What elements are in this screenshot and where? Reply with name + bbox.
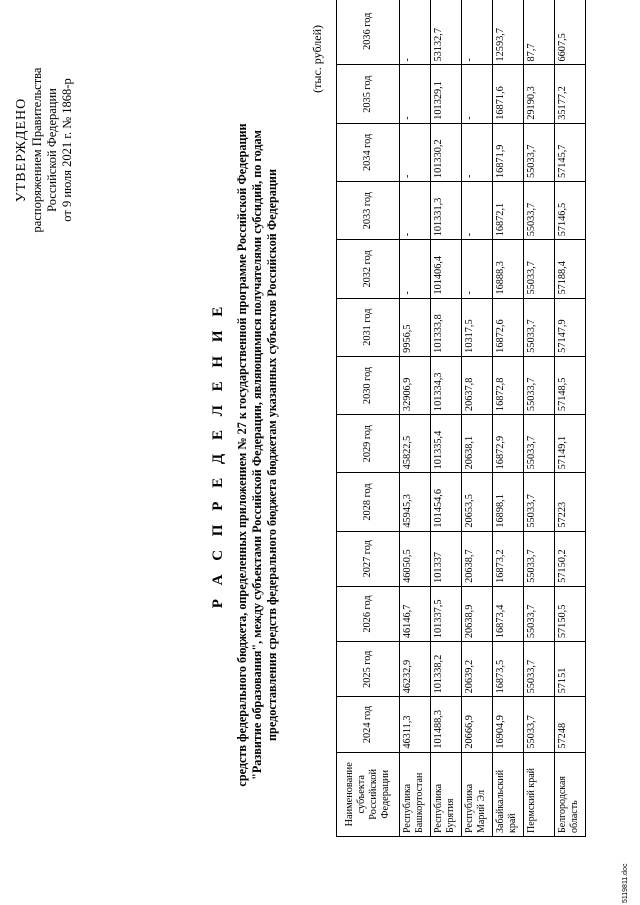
value-cell: 20653,5 <box>462 473 493 531</box>
value-cell: 101334,3 <box>431 356 462 414</box>
value-cell: 57145,7 <box>555 123 586 181</box>
table-row <box>431 0 462 837</box>
value-cell: 20666,9 <box>462 697 493 752</box>
value-cell: 57248 <box>555 697 586 752</box>
value-cell: 87,7 <box>524 0 555 65</box>
value-cell: 46146,7 <box>400 586 431 641</box>
value-cell: 20638,9 <box>462 586 493 641</box>
table-header-row <box>337 0 400 837</box>
value-cell: 20637,8 <box>462 356 493 414</box>
value-cell: 16871,6 <box>493 65 524 123</box>
header-subject: Наименование субъекта Российской Федерации <box>337 752 400 836</box>
value-cell: 55033,7 <box>524 473 555 531</box>
document-id: 5119811.doc <box>622 863 629 903</box>
header-year: 2034 год <box>337 123 400 181</box>
value-cell: 6607,5 <box>555 0 586 65</box>
value-cell: - <box>400 0 431 65</box>
value-cell: 101335,4 <box>431 415 462 473</box>
value-cell: 20638,7 <box>462 531 493 586</box>
value-cell: 101488,3 <box>431 697 462 752</box>
title-line-2: "Развитие образования", между субъектами Российской Федерации, являющимися получателями субсидий, по годам <box>250 130 264 780</box>
subject-name-cell: Пермский край <box>524 752 555 836</box>
header-year: 2033 год <box>337 182 400 240</box>
value-cell: 16872,9 <box>493 415 524 473</box>
value-cell: 57223 <box>555 473 586 531</box>
value-cell: 46311,3 <box>400 697 431 752</box>
value-cell: 12593,7 <box>493 0 524 65</box>
value-cell: 101333,8 <box>431 298 462 356</box>
value-cell: - <box>462 123 493 181</box>
value-cell: 45822,5 <box>400 415 431 473</box>
value-cell: 57151 <box>555 642 586 697</box>
value-cell: - <box>400 240 431 298</box>
subject-name-cell: Белгородская область <box>555 752 586 836</box>
value-cell: 53132,7 <box>431 0 462 65</box>
value-cell: 55033,7 <box>524 697 555 752</box>
title-main: Р А С П Р Е Д Е Л Е Н И Е <box>210 301 226 609</box>
table-row <box>555 0 586 837</box>
value-cell: 16898,1 <box>493 473 524 531</box>
value-cell: 57148,5 <box>555 356 586 414</box>
value-cell: 55033,7 <box>524 642 555 697</box>
value-cell: 57147,9 <box>555 298 586 356</box>
value-cell: 16873,2 <box>493 531 524 586</box>
value-cell: 101337 <box>431 531 462 586</box>
value-cell: - <box>462 182 493 240</box>
value-cell: 55033,7 <box>524 240 555 298</box>
value-cell: - <box>400 182 431 240</box>
value-cell: 45945,3 <box>400 473 431 531</box>
subject-name-cell: Забайкальский край <box>493 752 524 836</box>
value-cell: 46232,9 <box>400 642 431 697</box>
value-cell: 55033,7 <box>524 123 555 181</box>
approval-line-1: распоряжением Правительства <box>30 67 44 233</box>
header-year: 2025 год <box>337 642 400 697</box>
value-cell: 55033,7 <box>524 356 555 414</box>
header-year: 2036 год <box>337 0 400 65</box>
value-cell: 57150,2 <box>555 531 586 586</box>
distribution-table <box>336 0 586 837</box>
value-cell: - <box>462 65 493 123</box>
value-cell: 55033,7 <box>524 298 555 356</box>
value-cell: 101337,5 <box>431 586 462 641</box>
table-row <box>524 0 555 837</box>
value-cell: 55033,7 <box>524 586 555 641</box>
value-cell: 57150,5 <box>555 586 586 641</box>
value-cell: 9956,5 <box>400 298 431 356</box>
value-cell: 16872,1 <box>493 182 524 240</box>
approval-line-2: Российской Федерации <box>45 88 59 212</box>
header-year: 2030 год <box>337 356 400 414</box>
table-row <box>493 0 524 837</box>
subject-name-cell: Республика Башкортостан <box>400 752 431 836</box>
value-cell: 57188,4 <box>555 240 586 298</box>
header-year: 2029 год <box>337 415 400 473</box>
header-year: 2035 год <box>337 65 400 123</box>
value-cell: - <box>462 0 493 65</box>
value-cell: 20639,2 <box>462 642 493 697</box>
document-title <box>210 45 280 865</box>
value-cell: 101338,2 <box>431 642 462 697</box>
value-cell: 16873,4 <box>493 586 524 641</box>
units-label: (тыс. рублей) <box>310 25 324 93</box>
value-cell: - <box>400 65 431 123</box>
value-cell: 29190,3 <box>524 65 555 123</box>
value-cell: 57146,5 <box>555 182 586 240</box>
value-cell: 35177,2 <box>555 65 586 123</box>
value-cell: 20638,1 <box>462 415 493 473</box>
value-cell: 16871,9 <box>493 123 524 181</box>
header-year: 2026 год <box>337 586 400 641</box>
header-year: 2031 год <box>337 298 400 356</box>
value-cell: 16873,5 <box>493 642 524 697</box>
subject-name-cell: Республика Бурятия <box>431 752 462 836</box>
table-row <box>462 0 493 837</box>
header-year: 2028 год <box>337 473 400 531</box>
value-cell: 101406,4 <box>431 240 462 298</box>
approval-line-3: от 9 июля 2021 г. № 1868-р <box>60 78 74 222</box>
value-cell: 16872,6 <box>493 298 524 356</box>
value-cell: - <box>400 123 431 181</box>
header-year: 2024 год <box>337 697 400 752</box>
value-cell: 55033,7 <box>524 182 555 240</box>
value-cell: 55033,7 <box>524 415 555 473</box>
value-cell: 101454,6 <box>431 473 462 531</box>
title-line-1: средств федерального бюджета, определенных приложением № 27 к государственной программе Российской Федерации <box>235 123 249 787</box>
value-cell: 46050,5 <box>400 531 431 586</box>
table-row <box>400 0 431 837</box>
header-year: 2027 год <box>337 531 400 586</box>
approval-block <box>14 35 75 265</box>
value-cell: 16888,3 <box>493 240 524 298</box>
subject-name-cell: Республика Марий Эл <box>462 752 493 836</box>
value-cell: - <box>462 240 493 298</box>
value-cell: 101329,1 <box>431 65 462 123</box>
value-cell: 10317,5 <box>462 298 493 356</box>
value-cell: 57149,1 <box>555 415 586 473</box>
value-cell: 101330,2 <box>431 123 462 181</box>
value-cell: 16904,9 <box>493 697 524 752</box>
value-cell: 16872,8 <box>493 356 524 414</box>
value-cell: 101331,3 <box>431 182 462 240</box>
value-cell: 32906,9 <box>400 356 431 414</box>
value-cell: 55033,7 <box>524 531 555 586</box>
approval-heading: УТВЕРЖДЕНО <box>14 97 29 203</box>
header-year: 2032 год <box>337 240 400 298</box>
title-line-3: предоставления средств федерального бюджета бюджетам указанных субъектов Российской Федерации <box>265 169 279 741</box>
